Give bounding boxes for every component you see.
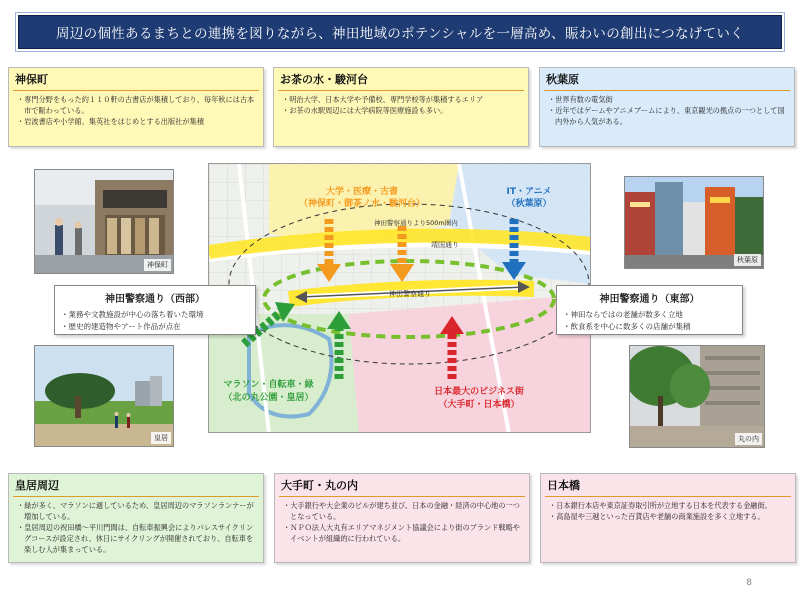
card-kokyo [8, 473, 264, 563]
photo-akihabara [624, 176, 764, 269]
card-item: ・ 近年ではゲームやアニメブームにより、東京観光の拠点の一つとして国内外から人気がある。 [548, 105, 788, 127]
photo-kokyo [34, 345, 174, 447]
callout-list [557, 307, 742, 335]
map-label-business [409, 386, 549, 412]
label-main: 大学・医療・古書 [325, 187, 398, 197]
photo-jinbocho [34, 169, 174, 274]
callout-title: 神田警察通り（東部） [599, 294, 700, 305]
map-label-yasukuni: 靖国通り [431, 241, 459, 249]
page-number: 8 [746, 578, 752, 588]
card-item: ・ 世界有数の電気街 [548, 94, 788, 105]
card-item: ・ 大手銀行や大企業のビルが建ち並び、日本の金融・経済の中心地の一つとなっている。 [283, 500, 523, 522]
card-title: 秋葉原 [546, 73, 579, 86]
photo-caption: 神保町 [144, 259, 171, 271]
callout-item: ・ 飲食系を中心に数多くの店舗が集積 [563, 321, 736, 333]
callout-item: ・ 神田ならではの老舗が数多く立地 [563, 309, 736, 321]
label-main: IT・アニメ [506, 187, 552, 197]
callout-east [556, 285, 743, 335]
label-main: 日本最大のビジネス街 [434, 387, 524, 397]
photo-caption: 秋葉原 [734, 254, 761, 266]
card-list [541, 500, 795, 522]
label-sub: （秋葉原） [506, 199, 552, 209]
card-item: ・ 岩波書店や小学館、集英社をはじめとする出版社が集積 [17, 116, 257, 127]
card-divider [279, 496, 525, 497]
card-nihonbashi [540, 473, 796, 563]
card-divider [13, 496, 259, 497]
label-sub: （大手町・日本橋） [438, 400, 520, 410]
page-banner: 周辺の個性あるまちとの連携を図りながら、神田地域のポテンシャルを一層高め、賑わいの創出につなげていく [18, 15, 782, 49]
callout-west [54, 285, 256, 335]
card-item: ・ 日本銀行本店や東京証券取引所が立地する日本を代表する金融街。 [549, 500, 789, 511]
kanda-area-map [208, 163, 591, 433]
card-divider [544, 90, 790, 91]
card-otemachi [274, 473, 530, 563]
map-label-it [494, 186, 564, 210]
card-list [540, 94, 794, 127]
card-item: ・ 高島屋や三越といった百貨店や老舗の商業施設を多く立地する。 [549, 511, 789, 522]
callout-item: ・ 業務や文教施設が中心の落ち着いた環境 [61, 309, 249, 321]
map-label-radius: 神田警察通りより500m圏内 [374, 219, 458, 227]
map-label-marathon [211, 379, 326, 405]
card-divider [13, 90, 259, 91]
label-sub: （北の丸公園・皇居） [223, 393, 314, 403]
label-main: マラソン・自転車・緑 [223, 380, 314, 390]
photo-caption: 丸の内 [735, 433, 762, 445]
card-list [275, 500, 529, 544]
card-akihabara [539, 67, 795, 147]
card-list [9, 500, 263, 555]
card-item: ・ 緑が多く、マラソンに適しているため、皇居周辺のマラソンランナーが増加している。 [17, 500, 257, 522]
card-item: ・ 皇居周辺の祝田橋～平川門間は、自転車振興会によりパレスサイクリングコースが設定され、休日にサイクリングが開催されており、自転車を楽しむ人が集まっている。 [17, 522, 257, 555]
card-item: ・ お茶の水駅周辺には大学病院等医療施設も多い。 [282, 105, 522, 116]
label-sub: （神保町・御茶ノ水・駿河台） [298, 199, 425, 209]
map-label-university [287, 186, 437, 210]
card-title: 神保町 [15, 73, 48, 86]
card-jinbocho [8, 67, 264, 147]
card-list [9, 94, 263, 127]
card-title: 大手町・丸の内 [281, 479, 358, 492]
callout-item: ・ 歴史的建造物やアート作品が点在 [61, 321, 249, 333]
card-divider [545, 496, 791, 497]
callout-title: 神田警察通り（西部） [105, 294, 205, 305]
card-title: お茶の水・駿河台 [280, 73, 368, 86]
card-item: ・ 明治大学、日本大学や予備校、専門学校等が集積するエリア [282, 94, 522, 105]
map-label-keisatsu: 神田警察通り [389, 290, 431, 298]
photo-marunouchi [629, 345, 765, 448]
card-item: ・ 専門分野をもった約１１０軒の古書店が集積しており、毎年秋には古本市で賑わっている。 [17, 94, 257, 116]
card-list [274, 94, 528, 116]
callout-list [55, 307, 255, 335]
card-ochanomizu [273, 67, 529, 147]
card-title: 日本橋 [547, 479, 580, 492]
card-divider [278, 90, 524, 91]
card-item: ・ ＮＰＯ法人大丸有エリアマネジメント協議会により街のブランド戦略やイベントが組織的に行われている。 [283, 522, 523, 544]
photo-caption: 皇居 [151, 432, 171, 444]
card-title: 皇居周辺 [15, 479, 59, 492]
